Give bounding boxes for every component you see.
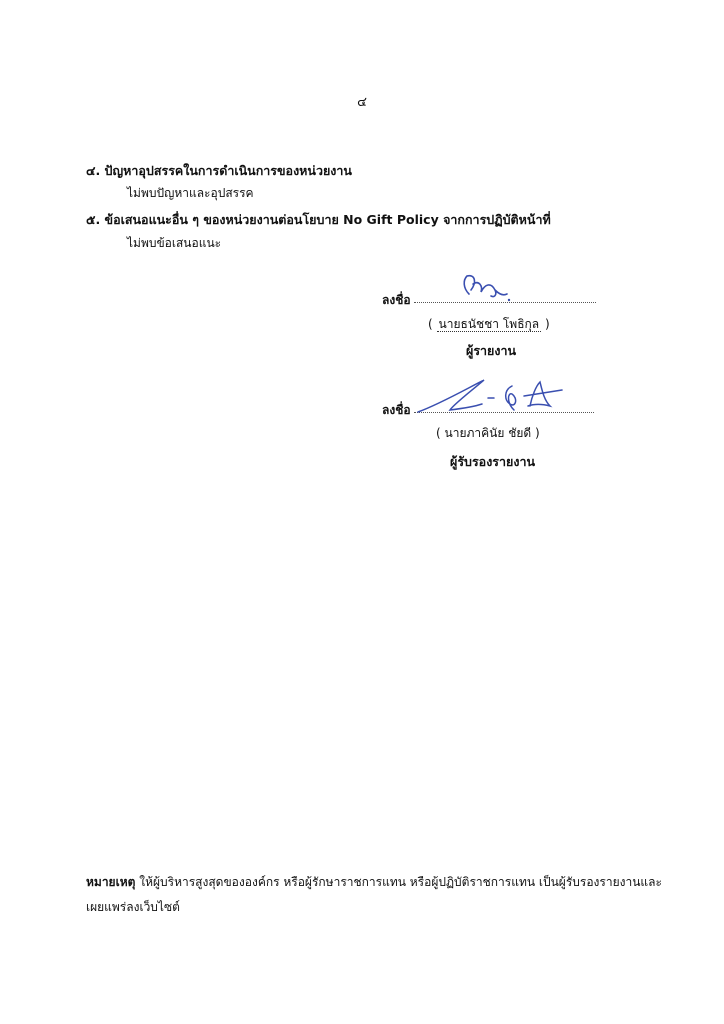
certifier-role: ผู้รับรองรายงาน [450, 454, 536, 469]
reporter-name-text: นายธนัชชา โพธิกุล [438, 317, 540, 331]
certifier-signature-mark [410, 374, 570, 418]
name-open-paren: ( [428, 317, 433, 331]
section-4-heading: ๔. ปัญหาอุปสรรคในการดำเนินการของหน่วยงาน [86, 163, 352, 178]
page-number: ๔ [357, 95, 367, 110]
reporter-role: ผู้รายงาน [466, 343, 517, 358]
name-close-paren: ) [544, 317, 550, 331]
reporter-name [428, 315, 550, 334]
sign-label-reporter: ลงชื่อ [382, 293, 411, 307]
section-5-heading: ๕. ข้อเสนอแนะอื่น ๆ ของหน่วยงานต่อนโยบาย No Gift Policy จากการปฏิบัติหน้าที่ [86, 212, 551, 227]
reporter-signature-mark [455, 270, 515, 306]
section-5-body: ไม่พบข้อเสนอแนะ [127, 236, 222, 250]
name-close-paren: ) [535, 426, 540, 440]
note-text: ให้ผู้บริหารสูงสุดขององค์กร หรือผู้รักษาราชการแทน หรือผู้ปฏิบัติราชการแทน เป็นผู้รับรองรายงานและเผยแพร่ลงเว็บไซต์ [86, 875, 662, 914]
name-open-paren: ( [436, 426, 441, 440]
certifier-name-text: นายภาคินัย ชัยดี [444, 426, 532, 440]
section-4-body: ไม่พบปัญหาและอุปสรรค [127, 186, 254, 200]
note [86, 870, 666, 920]
certifier-name [436, 424, 540, 443]
sign-label-certifier: ลงชื่อ [382, 403, 411, 417]
note-label: หมายเหตุ [86, 875, 136, 889]
